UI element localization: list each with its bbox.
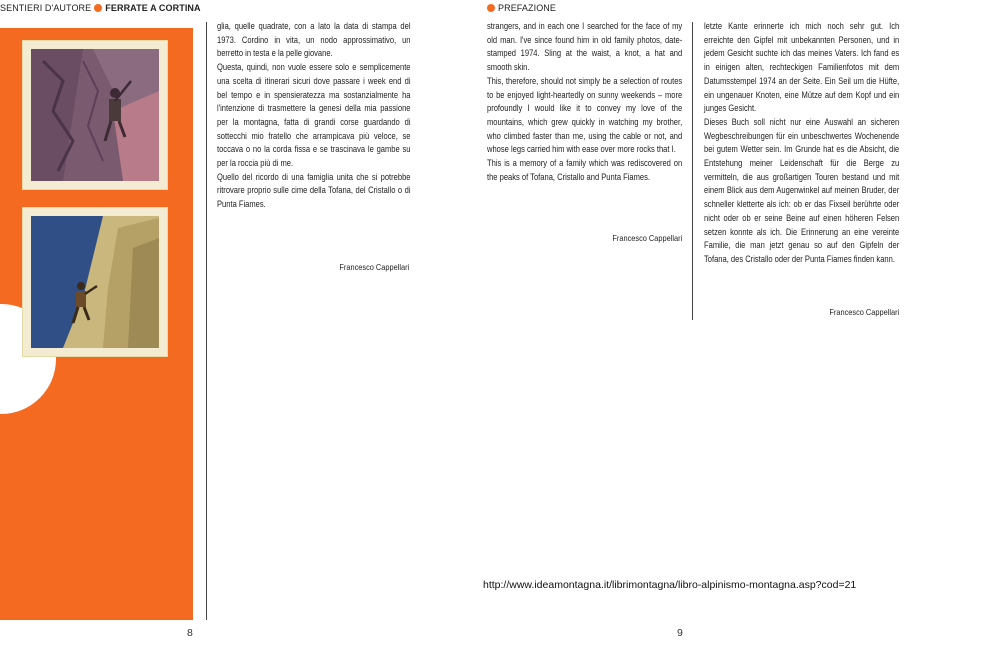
signature-german: Francesco Cappellari	[829, 307, 899, 317]
signature-italian: Francesco Cappellari	[339, 262, 409, 272]
header-title: FERRATE A CORTINA	[105, 3, 201, 13]
vintage-photo-2	[22, 207, 168, 357]
english-paragraph-2: This, therefore, should not simply be a selection of routes to be enjoyed light-heartedly on sunny weekends – more profoundly I would like it to convey my love of the mountains, which grew quickly in watching my brother, who climbed faster than me, using the cable or not, and whose legs carried him with ease over more rocks that I.	[487, 75, 683, 155]
climber-wall-photo	[23, 41, 167, 189]
orange-bullet-icon	[94, 4, 102, 12]
climber-cliff-photo	[23, 208, 167, 356]
source-url[interactable]: http://www.ideamontagna.it/librimontagna/libro-alpinismo-montagna.asp?cod=21	[483, 579, 857, 591]
orange-bullet-icon	[487, 4, 495, 12]
italian-paragraph-3: Quello del ricordo di una famiglia unita che si potrebbe ritrovare proprio sulle cime della Tofana, del Cristallo o di Punta Fiames.	[217, 171, 411, 210]
vintage-photo-1	[22, 40, 168, 190]
italian-text-column	[217, 20, 411, 212]
page-number-left: 8	[187, 627, 193, 639]
header-title-right: PREFAZIONE	[498, 3, 557, 13]
italian-paragraph-1: glia, quelle quadrate, con a lato la data di stampa del 1973. Cordino in vita, un nodo approssimativo, un berretto in testa e la pelle giovane.	[217, 21, 411, 59]
running-header-right	[487, 3, 556, 13]
english-paragraph-3: This is a memory of a family which was rediscovered on the peaks of Tofana, Cristallo and Punta Fiames.	[487, 158, 683, 182]
column-divider-right	[692, 22, 693, 320]
signature-english: Francesco Cappellari	[612, 233, 682, 243]
english-paragraph-1: strangers, and in each one I searched for the face of my old man. I've since found him in old family photos, date-stamped 1974. Sling at the waist, a knot, a hat and smooth skin.	[487, 21, 683, 73]
running-header-left	[0, 3, 201, 13]
german-paragraph-2: Dieses Buch soll nicht nur eine Auswahl an sicheren Wegbeschreibungen für ein unbeschwertes Wochenende bei gutem Wetter sein. Im Grunde hat es die Absicht, die Entstehung meiner Leidenschaft für die Berge zu vermitteln, die aus großartigen Touren bestand und mit einem Blick aus dem Augenwinkel auf meinen Bruder, der schneller kletterte als ich: ob er das Fixseil berührte oder nicht oder ob er seine Beine auf einen höheren Felsen setzen konnte als ich. Die Erinnerung an eine vereinte Familie, die man jetzt genau so auf den Gipfeln der Tofana, des Cristallo oder der Punta Fiames finden kann.	[704, 116, 900, 264]
german-text-column	[704, 20, 899, 267]
german-paragraph-1: letzte Kante erinnerte ich mich noch sehr gut. Ich erreichte den Gipfel mit unbekannten Personen, und in jedem Gesicht suchte ich das meines Vaters. Ich fand es in einigen alten, rechteckigen Familienfotos mit dem Datumsstempel 1974 an der Seite. Ein Seil um die Hüfte, ein ungenauer Knoten, eine Mütze auf dem Kopf und ein junges Gesicht.	[704, 21, 900, 114]
italian-paragraph-2: Questa, quindi, non vuole essere solo e semplicemente una scelta di itinerari sicuri dove passare i week end di bel tempo e in spensieratezza ma sostanzialmente ha l'intenzione di trasmettere la genesi della mia passione per la montagna, fatta di grandi corse guardando di sottecchi mio fratello che arrampicava più veloce, se toccava o no la corda fissa e se trascinava le gambe su per la roccia più di me.	[217, 62, 411, 169]
page-number-right: 9	[677, 627, 683, 639]
header-series-label: SENTIERI D'AUTORE	[0, 3, 92, 13]
column-divider-left	[206, 22, 207, 620]
english-text-column	[487, 20, 682, 184]
